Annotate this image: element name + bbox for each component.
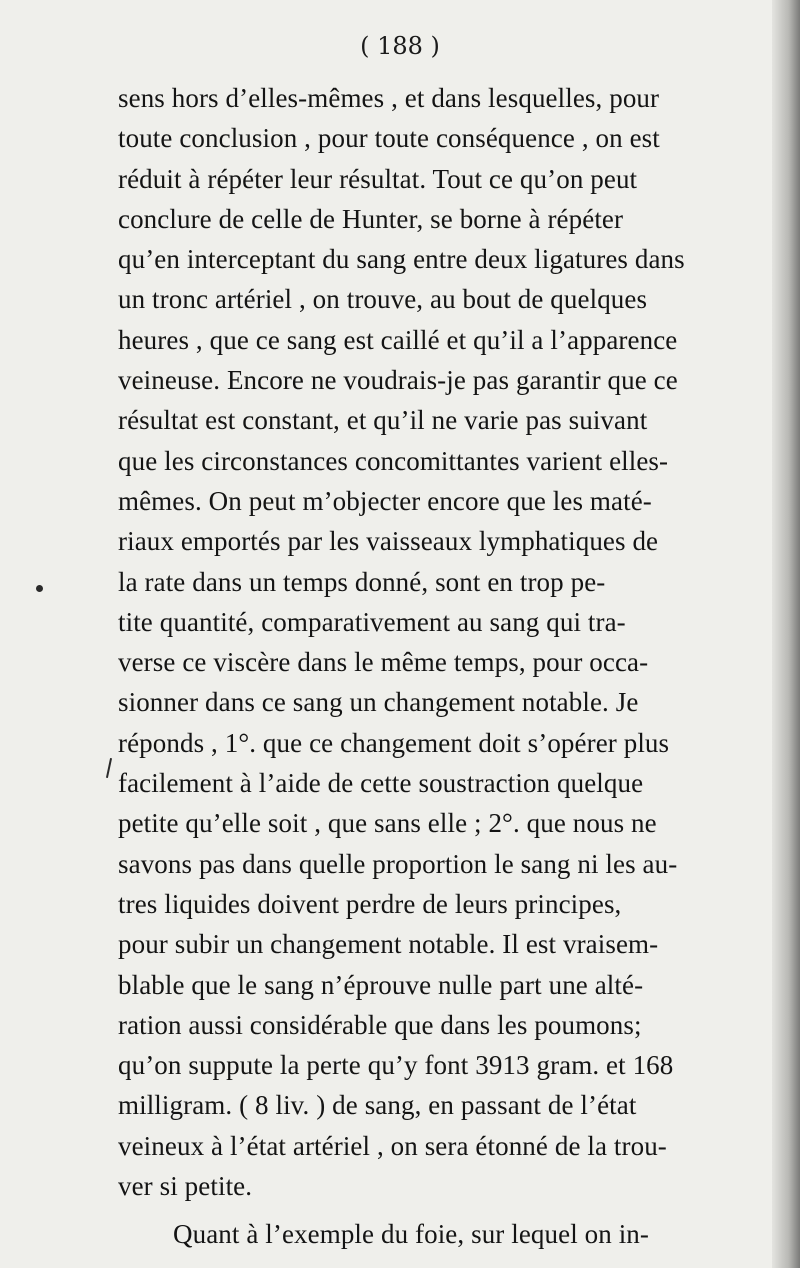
text-line: toute conclusion , pour toute conséquence , on est — [118, 123, 660, 154]
text-line: résultat est constant, et qu’il ne varie pas suivant — [118, 405, 648, 436]
text-line: réduit à répéter leur résultat. Tout ce qu’on peut — [118, 163, 638, 194]
text-line: un tronc artériel , on trouve, au bout de quelques — [118, 284, 648, 315]
text-line: sens hors d’elles-mêmes , et dans lesquelles, pour — [118, 83, 660, 113]
text-line: tres liquides doivent perdre de leurs principes, — [118, 888, 622, 919]
text-line: verse ce viscère dans le même temps, pour occa- — [118, 647, 649, 678]
text-line: veineux à l’état artériel , on sera étonné de la trou- — [118, 1130, 667, 1161]
text-line: ver si petite. — [118, 1171, 253, 1202]
text-line: la rate dans un temps donné, sont en trop pe- — [118, 566, 606, 597]
paragraph-start-line: Quant à l’exemple du foie, sur lequel on in- — [173, 1219, 650, 1250]
text-line: riaux emportés par les vaisseaux lymphatiques de — [118, 526, 659, 557]
body-text — [118, 78, 758, 1255]
text-line: tite quantité, comparativement au sang qui tra- — [118, 606, 626, 637]
text-line: blable que le sang n’éprouve nulle part une alté- — [118, 969, 644, 1000]
page-number: ( 188 ) — [360, 32, 440, 60]
text-line: sionner dans ce sang un changement notable. Je — [118, 687, 639, 718]
text-line: que les circonstances concomittantes varient elles- — [118, 445, 669, 476]
text-line: savons pas dans quelle proportion le sang ni les au- — [118, 848, 678, 879]
text-line: petite qu’elle soit , que sans elle ; 2°. que nous ne — [118, 808, 657, 839]
ink-spot — [36, 585, 43, 592]
text-line: qu’on suppute la perte qu’y font 3913 gram. et 168 — [118, 1050, 674, 1081]
text-line: réponds , 1°. que ce changement doit s’opérer plus — [118, 727, 670, 758]
text-line: pour subir un changement notable. Il est vraisem- — [118, 929, 659, 960]
margin-mark — [106, 758, 112, 778]
text-line: milligram. ( 8 liv. ) de sang, en passant de l’état — [118, 1090, 637, 1121]
text-line: conclure de celle de Hunter, se borne à répéter — [118, 203, 624, 234]
text-line: mêmes. On peut m’objecter encore que les maté- — [118, 485, 652, 516]
text-line: ration aussi considérable que dans les poumons; — [118, 1009, 642, 1040]
text-line: facilement à l’aide de cette soustraction quelque — [118, 768, 644, 799]
text-line: heures , que ce sang est caillé et qu’il a l’apparence — [118, 324, 678, 355]
text-line: qu’en interceptant du sang entre deux ligatures dans — [118, 244, 685, 275]
text-line: veineuse. Encore ne voudrais-je pas garantir que ce — [118, 365, 678, 396]
